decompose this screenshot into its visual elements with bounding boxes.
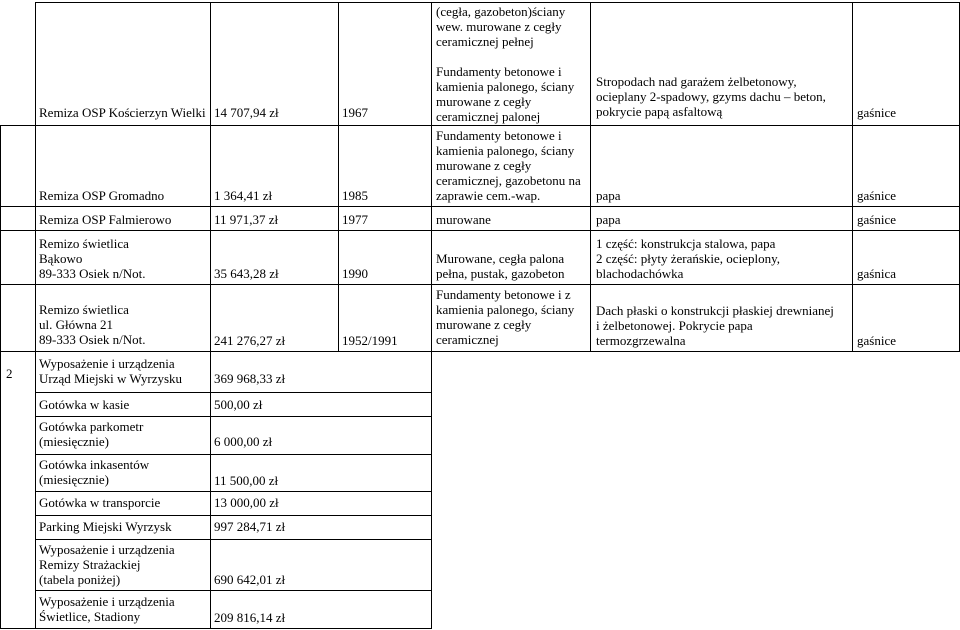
roof-description: Stropodach nad garażem żelbetonowy, ocieplany 2-spadowy, gzyms dachu – beton, pokrycie papą asfaltową (596, 74, 826, 119)
building-value: 241 276,27 zł (214, 333, 286, 348)
building-year: 1977 (342, 212, 368, 227)
walls-description: murowane (436, 212, 491, 227)
asset-label: Gotówka w kasie (39, 397, 130, 412)
asset-value: 997 284,71 zł (214, 519, 286, 534)
walls-description: Fundamenty betonowe i z kamienia palonego, ściany murowane z cegły ceramicznej (436, 287, 575, 347)
row-divider (36, 491, 432, 492)
asset-value: 209 816,14 zł (214, 610, 286, 625)
asset-label: Wyposażenie i urządzenia Remizy Strażackiej (tabela poniżej) (39, 542, 175, 587)
asset-value: 369 968,33 zł (214, 371, 286, 386)
building-name: Remiza OSP Kościerzyn Wielki (39, 105, 206, 120)
fire-safety: gaśnice (857, 212, 896, 227)
roof-description: 1 część: konstrukcja stalowa, papa 2 część: płyty żerańskie, ocieplony, blachodachówka (596, 236, 780, 281)
top-border (36, 2, 960, 3)
building-value: 11 971,37 zł (214, 212, 279, 227)
building-name: Remizo świetlica ul. Główna 21 89-333 Osiek n/Not. (39, 302, 146, 347)
roof-description: papa (596, 188, 621, 203)
column-divider (0, 125, 1, 629)
fire-safety: gaśnice (857, 333, 896, 348)
fire-safety: gaśnice (857, 105, 896, 120)
walls-description: Murowane, cegła palona pełna, pustak, gazobeton (436, 251, 565, 281)
walls-description: Fundamenty betonowe i kamienia palonego, ściany murowane z cegły ceramicznej, gazobetonu na zaprawie cem.-wap. (436, 128, 581, 203)
fire-safety: gaśnice (857, 188, 896, 203)
building-year: 1985 (342, 188, 368, 203)
roof-description: Dach płaski o konstrukcji płaskiej drewnianej i żelbetonowej. Pokrycie papa termozgrzewalna (596, 303, 834, 348)
fire-safety: gaśnica (857, 266, 896, 281)
roof-description: papa (596, 212, 621, 227)
column-divider (590, 2, 591, 352)
column-divider (338, 2, 339, 352)
building-value: 35 643,28 zł (214, 266, 279, 281)
walls-description: (cegła, gazobeton)ściany wew. murowane z cegły ceramicznej pełnej Fundamenty betonowe i kamienia palonego, ściany murowane z cegły ceramicznej palonej (436, 4, 575, 124)
building-value: 1 364,41 zł (214, 188, 273, 203)
row-divider (36, 539, 432, 540)
asset-label: Gotówka w transporcie (39, 495, 161, 510)
row-divider (36, 416, 432, 417)
row-divider (0, 230, 960, 231)
building-value: 14 707,94 zł (214, 105, 279, 120)
building-year: 1967 (342, 105, 368, 120)
row-divider (36, 515, 432, 516)
row-divider (36, 392, 432, 393)
asset-value: 11 500,00 zł (214, 473, 279, 488)
section-number: 2 (6, 366, 13, 381)
asset-value: 6 000,00 zł (214, 434, 273, 449)
column-divider (852, 2, 853, 352)
asset-value: 13 000,00 zł (214, 495, 279, 510)
row-divider (0, 206, 960, 207)
building-year: 1952/1991 (342, 333, 398, 348)
building-name: Remizo świetlica Bąkowo 89-333 Osiek n/Not. (39, 236, 146, 281)
asset-label: Wyposażenie i urządzenia Urząd Miejski w Wyrzysku (39, 356, 183, 386)
row-divider (0, 284, 960, 285)
asset-label: Gotówka parkometr (miesięcznie) (39, 419, 144, 449)
building-name: Remiza OSP Falmierowo (39, 212, 172, 227)
row-divider (0, 351, 960, 352)
column-divider (210, 2, 211, 629)
row-divider (36, 590, 432, 591)
asset-label: Wyposażenie i urządzenia Świetlice, Stadiony (39, 594, 175, 624)
row-divider (0, 125, 960, 126)
building-name: Remiza OSP Gromadno (39, 188, 165, 203)
column-divider (35, 2, 36, 629)
asset-value: 690 642,01 zł (214, 572, 286, 587)
column-divider (431, 2, 432, 629)
asset-label: Gotówka inkasentów (miesięcznie) (39, 457, 150, 487)
asset-label: Parking Miejski Wyrzysk (39, 519, 172, 534)
row-divider (36, 454, 432, 455)
building-year: 1990 (342, 266, 368, 281)
asset-value: 500,00 zł (214, 397, 263, 412)
bottom-border (0, 628, 432, 629)
